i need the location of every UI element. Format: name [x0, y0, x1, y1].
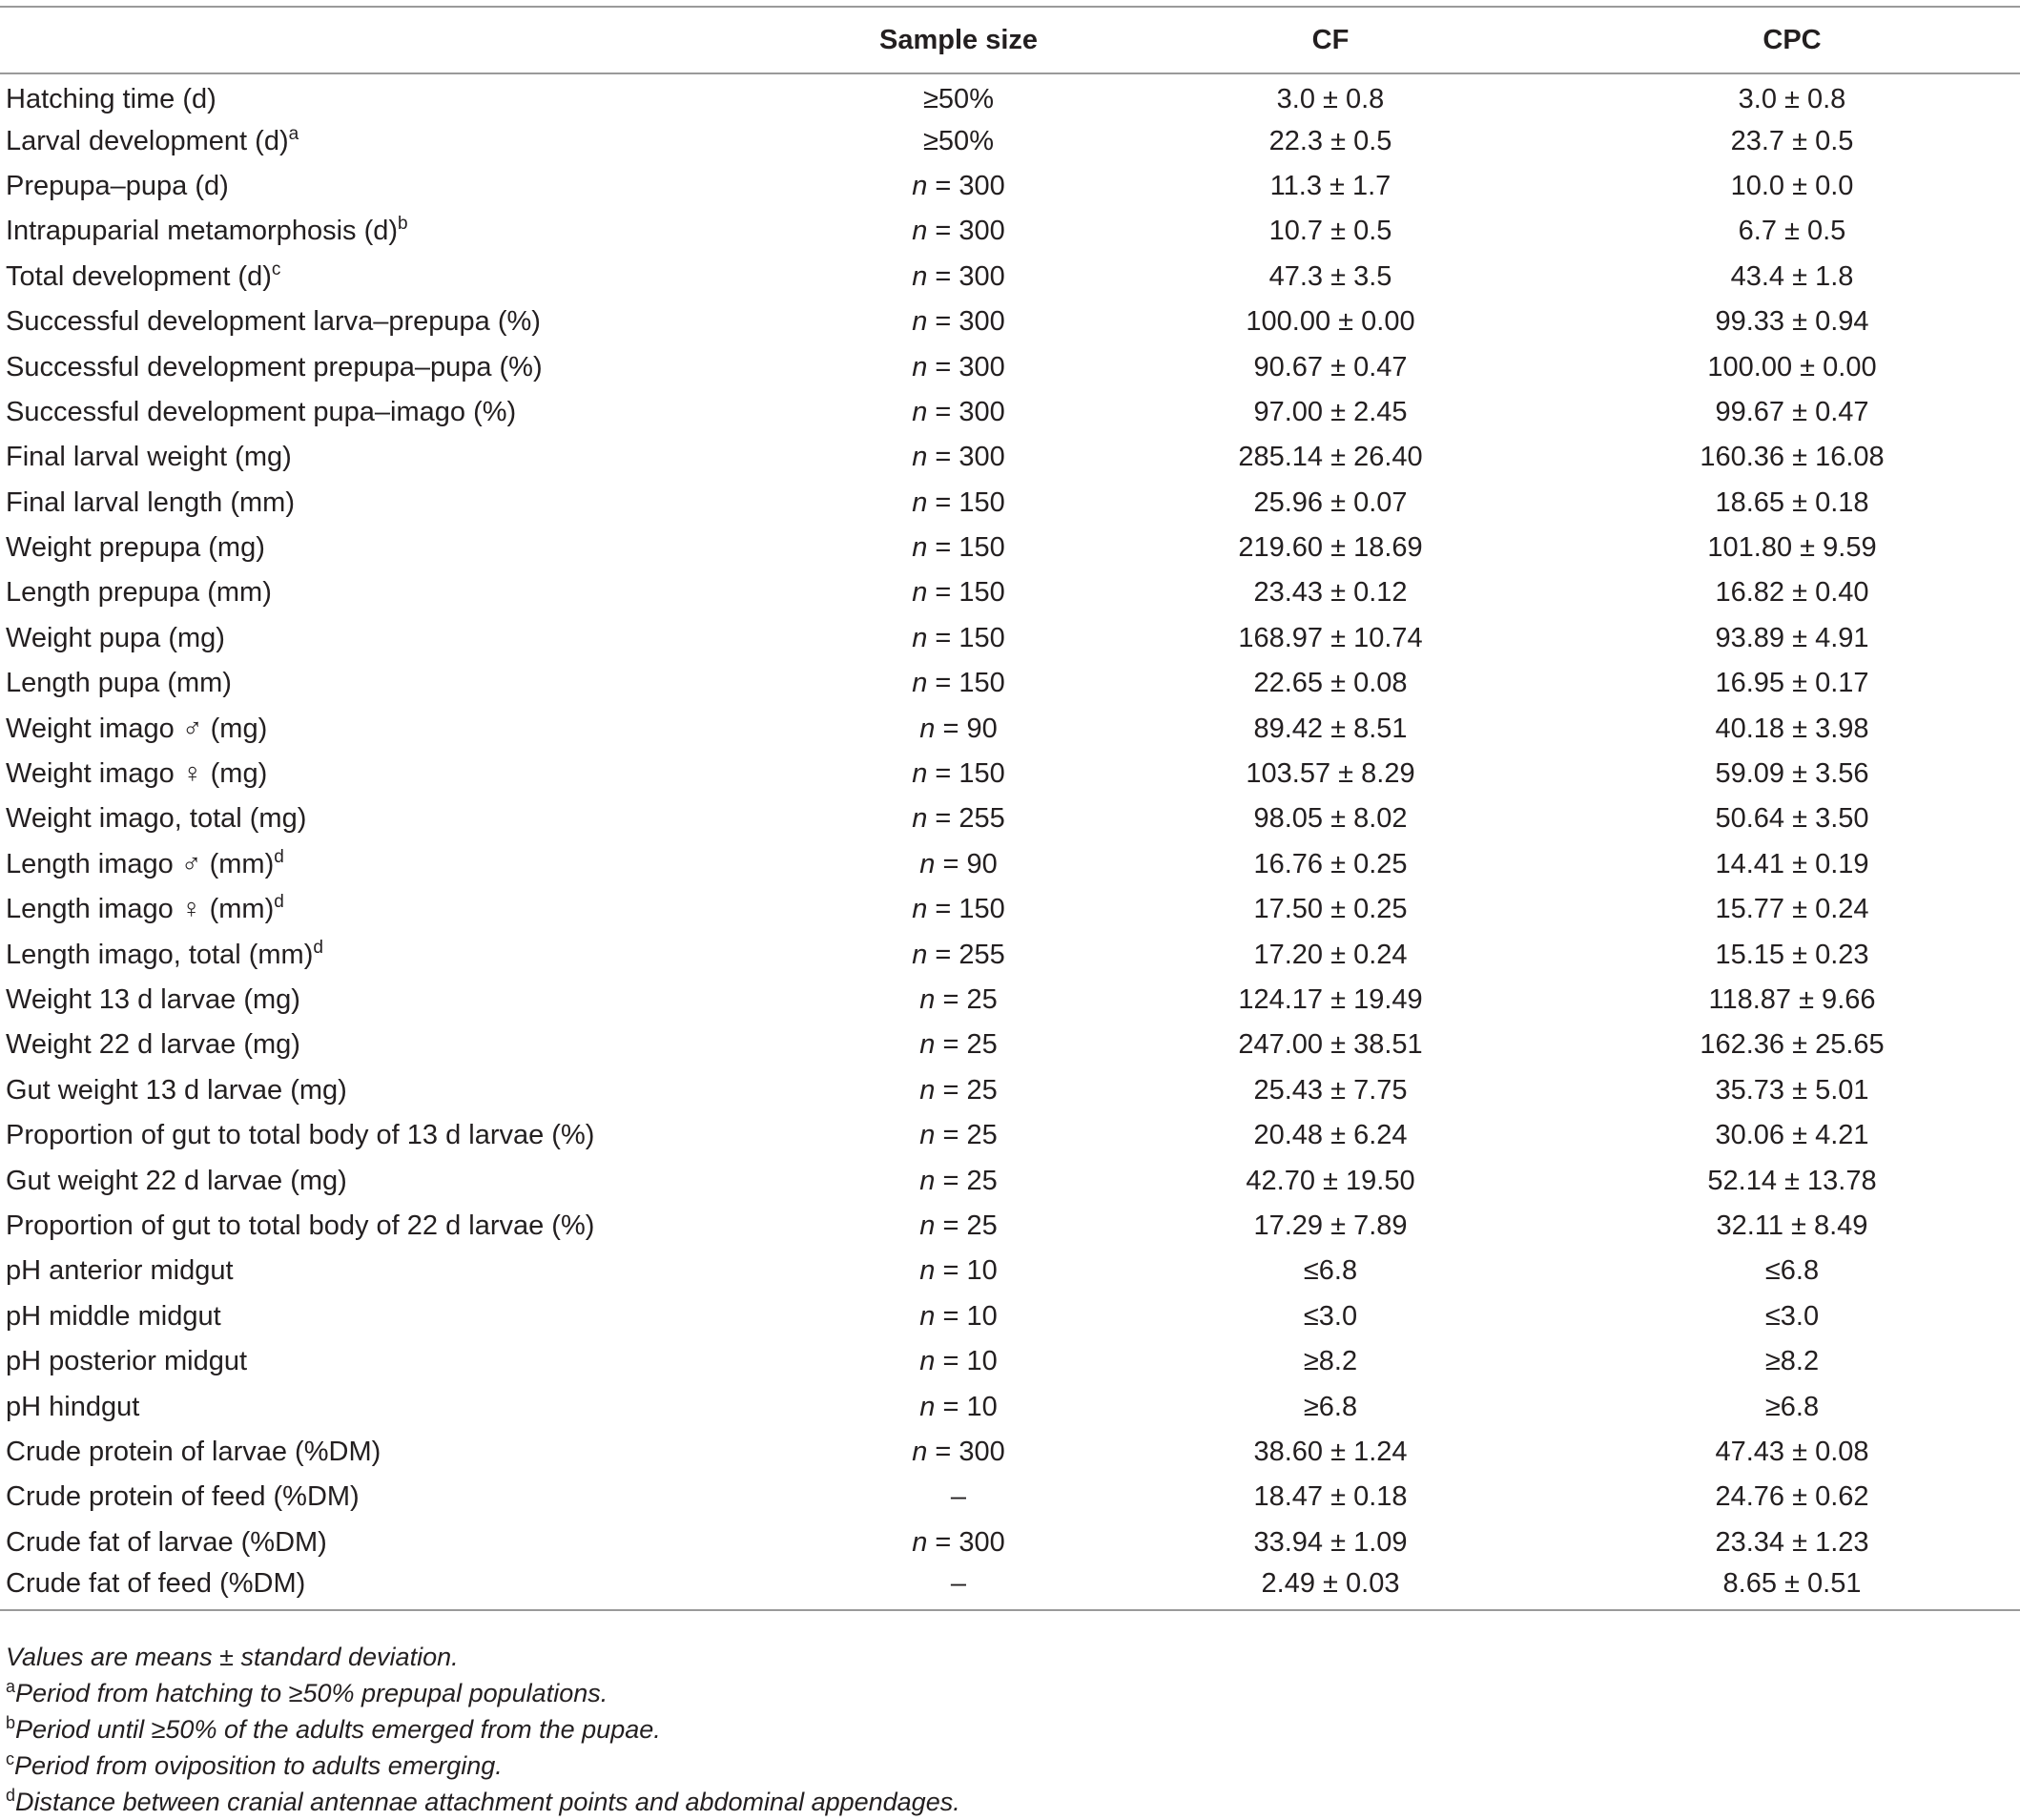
- table-row: [0, 1113, 2020, 1158]
- cf-value: 20.48 ± 6.24: [1253, 1120, 1408, 1151]
- cpc-value: 50.64 ± 3.50: [1715, 803, 1869, 835]
- row-label-cell: [0, 1023, 820, 1067]
- sample-size-cell: [820, 842, 1097, 887]
- sample-n-symbol: n: [912, 668, 928, 699]
- sample-n-symbol: n: [919, 1346, 936, 1377]
- sample-size-value: = 300: [927, 260, 1005, 292]
- row-label: Prepupa–pupa (d): [6, 170, 229, 201]
- table-row: [0, 978, 2020, 1023]
- footnote-text: Period from hatching to ≥50% prepupal populations.: [15, 1679, 608, 1707]
- sample-size-cell: [820, 1339, 1097, 1384]
- sample-size-cell: [820, 1565, 1097, 1610]
- cpc-value: 160.36 ± 16.08: [1700, 442, 1885, 473]
- row-label-cell: [0, 752, 820, 796]
- table-row: [0, 435, 2020, 480]
- sample-size-value: = 300: [927, 170, 1005, 201]
- sample-size-cell: [820, 164, 1097, 209]
- sample-size-value: = 90: [935, 713, 998, 744]
- table-row: [0, 932, 2020, 977]
- cf-value: 3.0 ± 0.8: [1276, 83, 1385, 114]
- cf-value: 17.50 ± 0.25: [1253, 894, 1408, 925]
- row-label: pH anterior midgut: [6, 1255, 234, 1287]
- row-label-cell: [0, 118, 820, 163]
- sample-n-symbol: n: [919, 1255, 936, 1287]
- cpc-value: 8.65 ± 0.51: [1564, 1565, 2020, 1610]
- sample-size-cell: [820, 435, 1097, 480]
- cf-value: 98.05 ± 8.02: [1253, 803, 1408, 835]
- cpc-value: 18.65 ± 0.18: [1715, 486, 1869, 518]
- row-label: pH posterior midgut: [6, 1346, 248, 1377]
- row-label: Weight 13 d larvae (mg): [6, 984, 300, 1015]
- row-label: Successful development larva–prepupa (%): [6, 306, 541, 338]
- sample-size-value: ≥50%: [923, 83, 994, 114]
- row-label-cell: [0, 164, 820, 209]
- sample-size-cell: [820, 661, 1097, 706]
- table-row: [0, 842, 2020, 887]
- table-row: [0, 570, 2020, 615]
- sample-size-cell: [820, 570, 1097, 615]
- sample-size-value: = 10: [935, 1346, 998, 1377]
- sample-size-cell: [820, 1113, 1097, 1158]
- row-label-cell: [0, 1158, 820, 1203]
- header-cpc: CPC: [1564, 7, 2020, 73]
- row-label: Hatching time (d): [6, 83, 216, 114]
- table-row: [0, 1068, 2020, 1113]
- sample-size-value: = 255: [927, 939, 1005, 970]
- cpc-value: 100.00 ± 0.00: [1707, 351, 1877, 383]
- row-label-cell: [0, 661, 820, 706]
- sample-n-symbol: n: [919, 1029, 936, 1061]
- sample-size-cell: [820, 1204, 1097, 1249]
- cpc-value: 40.18 ± 3.98: [1715, 713, 1869, 744]
- row-label: Larval development (d): [6, 125, 289, 156]
- sample-size-value: = 150: [927, 486, 1005, 518]
- row-label: Weight imago ♀ (mg): [6, 758, 268, 790]
- cpc-value: 30.06 ± 4.21: [1715, 1120, 1869, 1151]
- footnote-marker: a: [288, 123, 299, 144]
- row-label: Final larval weight (mg): [6, 442, 292, 473]
- sample-n-symbol: n: [919, 1210, 936, 1241]
- row-label-cell: [0, 842, 820, 887]
- table-row: [0, 1294, 2020, 1339]
- sample-n-symbol: n: [912, 396, 928, 427]
- row-label: Proportion of gut to total body of 13 d larvae (%): [6, 1120, 595, 1151]
- table-header: [0, 7, 2020, 73]
- sample-n-symbol: n: [912, 532, 928, 564]
- cpc-value: 6.7 ± 0.5: [1738, 216, 1846, 247]
- cpc-value: 32.11 ± 8.49: [1716, 1210, 1868, 1241]
- sample-size-value: ≥50%: [923, 125, 994, 156]
- table-row: [0, 300, 2020, 344]
- row-label-cell: [0, 616, 820, 661]
- cf-value: 247.00 ± 38.51: [1238, 1029, 1423, 1061]
- table-row: [0, 752, 2020, 796]
- table-row: [0, 255, 2020, 300]
- cf-value: 22.65 ± 0.08: [1253, 668, 1408, 699]
- cpc-value: 10.0 ± 0.0: [1730, 170, 1854, 201]
- row-label: Length imago, total (mm): [6, 939, 314, 970]
- sample-n-symbol: n: [912, 939, 928, 970]
- sample-size-cell: [820, 1294, 1097, 1339]
- sample-n-symbol: n: [919, 1300, 936, 1332]
- cpc-value: 3.0 ± 0.8: [1738, 83, 1846, 114]
- sample-size-cell: [820, 300, 1097, 344]
- table-row: [0, 344, 2020, 389]
- table-row: [0, 481, 2020, 526]
- row-label: Weight prepupa (mg): [6, 532, 265, 564]
- cf-value: 100.00 ± 0.00: [1246, 306, 1415, 338]
- sample-size-value: = 300: [927, 351, 1005, 383]
- table-row: [0, 1249, 2020, 1293]
- row-label-cell: [0, 1475, 820, 1520]
- sample-size-cell: [820, 344, 1097, 389]
- row-label-cell: [0, 344, 820, 389]
- row-label-cell: [0, 73, 820, 118]
- cpc-value: 162.36 ± 25.65: [1700, 1029, 1885, 1061]
- cpc-value: ≤3.0: [1764, 1300, 1820, 1332]
- row-label-cell: [0, 570, 820, 615]
- sample-size-cell: [820, 616, 1097, 661]
- sample-size-value: = 150: [927, 622, 1005, 653]
- footnote-letter: a: [6, 1677, 16, 1696]
- header-cf: CF: [1097, 7, 1564, 73]
- row-label: Weight 22 d larvae (mg): [6, 1029, 300, 1061]
- cpc-value: 101.80 ± 9.59: [1707, 532, 1877, 564]
- cpc-value: 35.73 ± 5.01: [1715, 1074, 1869, 1106]
- sample-size-value: = 25: [935, 1120, 998, 1151]
- cf-value: ≥8.2: [1303, 1346, 1358, 1377]
- footnote-marker: d: [313, 937, 323, 958]
- sample-size-value: = 150: [927, 758, 1005, 790]
- table-row: [0, 209, 2020, 254]
- row-label-cell: [0, 481, 820, 526]
- sample-size-value: –: [950, 1481, 967, 1513]
- footnote-text: Period until ≥50% of the adults emerged from the pupae.: [15, 1715, 661, 1744]
- cf-value: 23.43 ± 0.12: [1253, 577, 1408, 609]
- cf-value: 25.96 ± 0.07: [1253, 486, 1408, 518]
- table-row: [0, 1430, 2020, 1475]
- row-label: Gut weight 22 d larvae (mg): [6, 1165, 347, 1196]
- row-label: Successful development prepupa–pupa (%): [6, 351, 543, 383]
- table-row: [0, 1475, 2020, 1520]
- sample-size-cell: [820, 255, 1097, 300]
- footnote-text: Values are means ± standard deviation.: [6, 1643, 459, 1671]
- sample-size-cell: [820, 887, 1097, 932]
- cpc-value: 93.89 ± 4.91: [1715, 622, 1869, 653]
- footnote-marker: d: [274, 846, 284, 867]
- footnote-letter: b: [6, 1713, 16, 1732]
- table-row: [0, 706, 2020, 751]
- sample-n-symbol: n: [912, 170, 928, 201]
- sample-size-cell: [820, 796, 1097, 841]
- header-row: [0, 7, 2020, 73]
- sample-size-cell: [820, 706, 1097, 751]
- row-label-cell: [0, 390, 820, 435]
- sample-size-cell: [820, 1384, 1097, 1429]
- cf-value: 219.60 ± 18.69: [1238, 532, 1423, 564]
- sample-n-symbol: n: [912, 260, 928, 292]
- cpc-value: 16.82 ± 0.40: [1715, 577, 1869, 609]
- sample-size-cell: [820, 1158, 1097, 1203]
- footnote-marker: b: [398, 214, 408, 235]
- row-label-cell: [0, 1113, 820, 1158]
- row-label: Length pupa (mm): [6, 668, 232, 699]
- table-row: [0, 1158, 2020, 1203]
- row-label-cell: [0, 209, 820, 254]
- row-label: pH hindgut: [6, 1391, 140, 1422]
- row-label-cell: [0, 255, 820, 300]
- row-label: Length imago ♂ (mm): [6, 848, 275, 879]
- footnote-text: Period from oviposition to adults emerging.: [14, 1751, 503, 1780]
- sample-size-value: = 90: [935, 848, 998, 879]
- sample-size-cell: [820, 1249, 1097, 1293]
- table-row: [0, 1520, 2020, 1565]
- cpc-value: 118.87 ± 9.66: [1708, 984, 1876, 1015]
- sample-size-cell: [820, 752, 1097, 796]
- sample-n-symbol: n: [912, 306, 928, 338]
- table-row: [0, 1339, 2020, 1384]
- table-row: [0, 616, 2020, 661]
- sample-size-cell: [820, 390, 1097, 435]
- cf-value: 89.42 ± 8.51: [1253, 713, 1408, 744]
- table-row: [0, 526, 2020, 570]
- sample-size-value: = 150: [927, 577, 1005, 609]
- cf-value: 16.76 ± 0.25: [1253, 848, 1408, 879]
- table-row: [0, 390, 2020, 435]
- cf-value: 17.29 ± 7.89: [1253, 1210, 1408, 1241]
- sample-size-value: = 300: [927, 306, 1005, 338]
- table-row: [0, 118, 2020, 163]
- cpc-value: 24.76 ± 0.62: [1715, 1481, 1869, 1513]
- cpc-value: 14.41 ± 0.19: [1715, 848, 1869, 879]
- footnote-text: Distance between cranial antennae attachment points and abdominal appendages.: [15, 1788, 960, 1816]
- sample-n-symbol: n: [912, 351, 928, 383]
- sample-size-cell: [820, 481, 1097, 526]
- sample-n-symbol: n: [912, 216, 928, 247]
- cpc-value: 99.33 ± 0.94: [1715, 306, 1869, 338]
- sample-size-cell: [820, 1520, 1097, 1565]
- cpc-value: ≥6.8: [1764, 1391, 1820, 1422]
- cf-value: ≤6.8: [1303, 1255, 1358, 1287]
- sample-size-cell: [820, 1430, 1097, 1475]
- row-label: Crude protein of feed (%DM): [6, 1481, 360, 1513]
- sample-size-value: = 255: [927, 803, 1005, 835]
- cf-value: ≤3.0: [1303, 1300, 1358, 1332]
- sample-size-cell: [820, 1023, 1097, 1067]
- footnote: [6, 1639, 960, 1675]
- sample-n-symbol: n: [919, 1120, 936, 1151]
- sample-n-symbol: n: [912, 758, 928, 790]
- table-row: [0, 661, 2020, 706]
- row-label-cell: [0, 1204, 820, 1249]
- row-label-cell: [0, 796, 820, 841]
- cf-value: 90.67 ± 0.47: [1253, 351, 1408, 383]
- cpc-value: 15.15 ± 0.23: [1715, 939, 1869, 970]
- sample-size-value: = 25: [935, 1074, 998, 1106]
- cpc-value: 59.09 ± 3.56: [1715, 758, 1869, 790]
- table-footnotes: [6, 1639, 960, 1820]
- row-label: Proportion of gut to total body of 22 d larvae (%): [6, 1210, 595, 1241]
- cf-value: 18.47 ± 0.18: [1253, 1481, 1408, 1513]
- footnote-marker: c: [271, 259, 281, 279]
- sample-size-cell: [820, 932, 1097, 977]
- table-row: [0, 164, 2020, 209]
- sample-n-symbol: n: [919, 1074, 936, 1106]
- row-label: Length imago ♀ (mm): [6, 894, 275, 925]
- sample-size-value: = 300: [927, 1526, 1005, 1558]
- cpc-value: 99.67 ± 0.47: [1715, 396, 1869, 427]
- sample-n-symbol: n: [912, 1436, 928, 1467]
- footnote: [6, 1784, 960, 1820]
- cf-value: 2.49 ± 0.03: [1097, 1565, 1564, 1610]
- table-row: [0, 796, 2020, 841]
- row-label-cell: [0, 978, 820, 1023]
- table-row: [0, 887, 2020, 932]
- cf-value: 97.00 ± 2.45: [1253, 396, 1408, 427]
- cf-value: 103.57 ± 8.29: [1246, 758, 1415, 790]
- table-row: [0, 73, 2020, 118]
- row-label: Weight imago, total (mg): [6, 803, 307, 835]
- cpc-value: 23.34 ± 1.23: [1715, 1526, 1869, 1558]
- sample-size-value: = 300: [927, 442, 1005, 473]
- row-label-cell: [0, 435, 820, 480]
- sample-size-cell: [820, 118, 1097, 163]
- sample-n-symbol: n: [919, 713, 936, 744]
- sample-size-cell: [820, 978, 1097, 1023]
- header-label: [0, 7, 820, 73]
- sample-n-symbol: n: [912, 622, 928, 653]
- row-label-cell: [0, 1565, 820, 1610]
- sample-n-symbol: n: [919, 984, 936, 1015]
- sample-size-cell: [820, 1475, 1097, 1520]
- row-label: Weight imago ♂ (mg): [6, 713, 268, 744]
- cpc-value: 52.14 ± 13.78: [1707, 1165, 1877, 1196]
- row-label-cell: [0, 1068, 820, 1113]
- table-row: [0, 1204, 2020, 1249]
- cf-value: 124.17 ± 19.49: [1238, 984, 1423, 1015]
- cpc-value: 23.7 ± 0.5: [1730, 125, 1854, 156]
- sample-size-value: = 300: [927, 1436, 1005, 1467]
- cf-value: 17.20 ± 0.24: [1253, 939, 1408, 970]
- cf-value: 42.70 ± 19.50: [1246, 1165, 1415, 1196]
- sample-n-symbol: n: [912, 486, 928, 518]
- footnote: [6, 1748, 960, 1784]
- data-table: [0, 6, 2020, 1611]
- sample-n-symbol: n: [912, 1526, 928, 1558]
- sample-size-value: = 25: [935, 1210, 998, 1241]
- footnote-letter: c: [6, 1749, 14, 1768]
- footnote: [6, 1711, 960, 1748]
- footnote-letter: d: [6, 1786, 16, 1805]
- sample-n-symbol: n: [919, 848, 936, 879]
- cpc-value: 43.4 ± 1.8: [1730, 260, 1854, 292]
- cf-value: ≥6.8: [1303, 1391, 1358, 1422]
- cpc-value: 47.43 ± 0.08: [1715, 1436, 1869, 1467]
- row-label: Successful development pupa–imago (%): [6, 396, 517, 427]
- sample-size-value: –: [950, 1567, 967, 1599]
- cf-value: 285.14 ± 26.40: [1238, 442, 1423, 473]
- table-row: [0, 1023, 2020, 1067]
- sample-n-symbol: n: [912, 803, 928, 835]
- row-label: Total development (d): [6, 260, 272, 292]
- row-label-cell: [0, 887, 820, 932]
- row-label-cell: [0, 932, 820, 977]
- table-row: [0, 1384, 2020, 1429]
- cf-value: 10.7 ± 0.5: [1268, 216, 1392, 247]
- cf-value: 38.60 ± 1.24: [1253, 1436, 1408, 1467]
- sample-size-cell: [820, 73, 1097, 118]
- sample-size-value: = 150: [927, 532, 1005, 564]
- sample-size-cell: [820, 526, 1097, 570]
- row-label-cell: [0, 1249, 820, 1293]
- row-label-cell: [0, 1384, 820, 1429]
- header-sample-size: Sample size: [820, 7, 1097, 73]
- row-label: Length prepupa (mm): [6, 577, 272, 609]
- cpc-value: ≤6.8: [1764, 1255, 1820, 1287]
- row-label-cell: [0, 1430, 820, 1475]
- sample-size-cell: [820, 1068, 1097, 1113]
- sample-n-symbol: n: [919, 1165, 936, 1196]
- cpc-value: 16.95 ± 0.17: [1715, 668, 1869, 699]
- row-label: Final larval length (mm): [6, 486, 295, 518]
- sample-n-symbol: n: [912, 577, 928, 609]
- table-body: [0, 73, 2020, 1610]
- sample-size-value: = 300: [927, 216, 1005, 247]
- row-label-cell: [0, 300, 820, 344]
- sample-size-value: = 10: [935, 1300, 998, 1332]
- cf-value: 25.43 ± 7.75: [1253, 1074, 1408, 1106]
- cf-value: 47.3 ± 3.5: [1268, 260, 1392, 292]
- row-label-cell: [0, 1520, 820, 1565]
- cf-value: 11.3 ± 1.7: [1269, 170, 1391, 201]
- row-label: Intrapuparial metamorphosis (d): [6, 216, 399, 247]
- sample-size-value: = 25: [935, 1029, 998, 1061]
- sample-n-symbol: n: [912, 442, 928, 473]
- row-label-cell: [0, 706, 820, 751]
- row-label: Crude protein of larvae (%DM): [6, 1436, 381, 1467]
- sample-size-value: = 300: [927, 396, 1005, 427]
- table-row: [0, 1565, 2020, 1610]
- sample-n-symbol: n: [912, 894, 928, 925]
- cpc-value: ≥8.2: [1764, 1346, 1820, 1377]
- sample-size-cell: [820, 209, 1097, 254]
- cf-value: 33.94 ± 1.09: [1253, 1526, 1408, 1558]
- sample-size-value: = 150: [927, 668, 1005, 699]
- footnote-marker: d: [274, 892, 284, 913]
- row-label: Crude fat of feed (%DM): [6, 1567, 306, 1599]
- sample-size-value: = 10: [935, 1391, 998, 1422]
- sample-size-value: = 25: [935, 984, 998, 1015]
- cpc-value: 15.77 ± 0.24: [1715, 894, 1869, 925]
- row-label-cell: [0, 1294, 820, 1339]
- row-label: pH middle midgut: [6, 1300, 221, 1332]
- cf-value: 22.3 ± 0.5: [1268, 125, 1392, 156]
- row-label: Weight pupa (mg): [6, 622, 225, 653]
- sample-size-value: = 25: [935, 1165, 998, 1196]
- row-label-cell: [0, 526, 820, 570]
- sample-size-value: = 150: [927, 894, 1005, 925]
- cf-value: 168.97 ± 10.74: [1238, 622, 1423, 653]
- row-label: Crude fat of larvae (%DM): [6, 1526, 327, 1558]
- footnote: [6, 1675, 960, 1711]
- sample-size-value: = 10: [935, 1255, 998, 1287]
- row-label-cell: [0, 1339, 820, 1384]
- row-label: Gut weight 13 d larvae (mg): [6, 1074, 347, 1106]
- sample-n-symbol: n: [919, 1391, 936, 1422]
